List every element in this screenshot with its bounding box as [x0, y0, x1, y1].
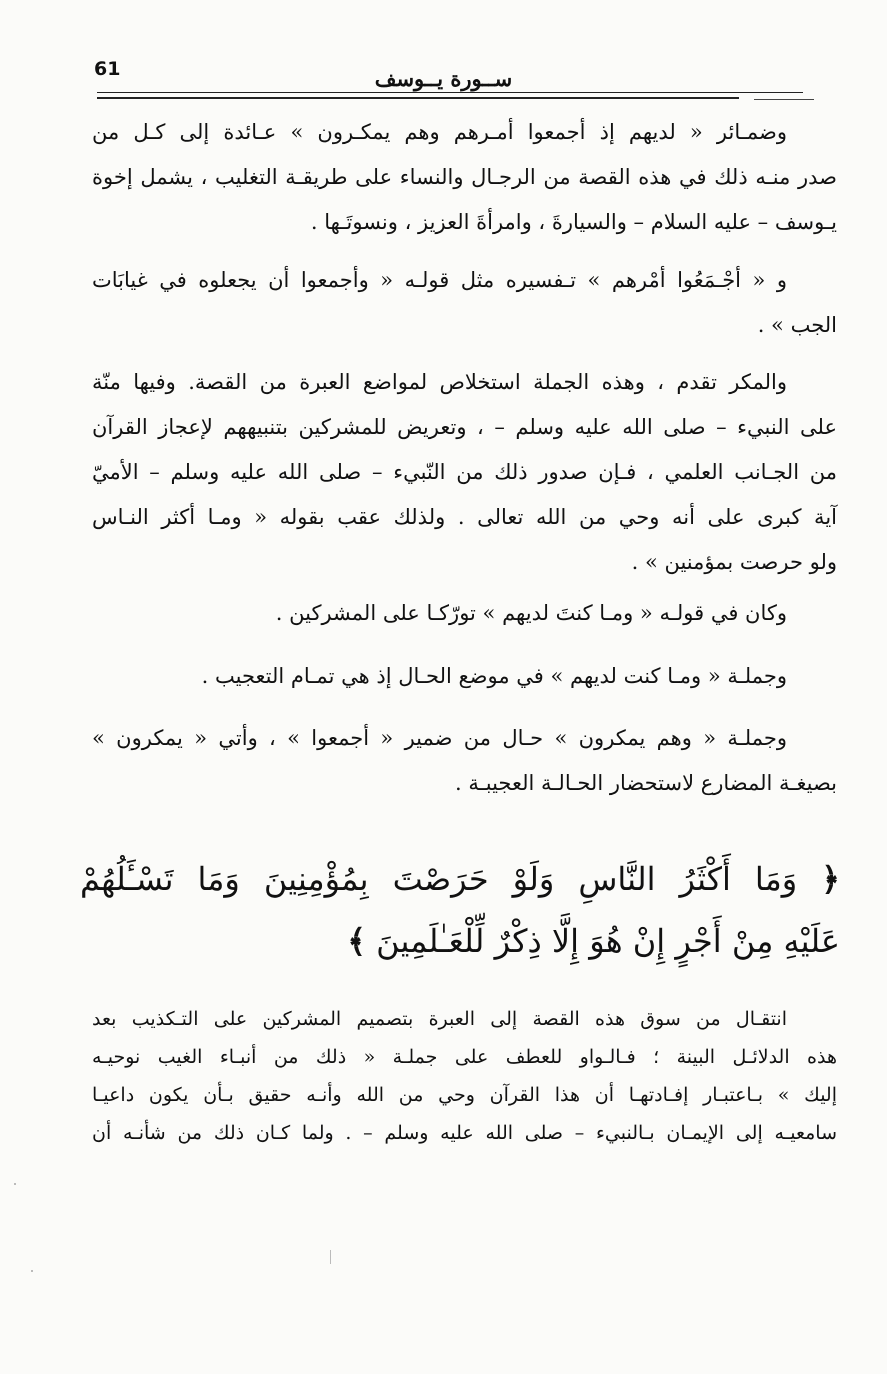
verse-line: [80, 910, 840, 972]
page-number: 61: [94, 58, 121, 80]
scan-speck: [330, 1250, 331, 1264]
header-rule: [97, 97, 739, 99]
text-line: إليك » بـاعتبـار إفـادتهـا أن هذا القرآن وحي من الله وأنـه حقيق بـأن يكون داعيـا: [92, 1084, 837, 1106]
text-line: سامعيـه إلى الإيمـان بـالنبيء – صلى الله عليه وسلم – . ولما كـان ذلك من شأنـه أن: [92, 1122, 837, 1144]
paragraph: [92, 360, 837, 585]
scan-speck: [14, 1183, 16, 1185]
header-rule: [97, 92, 803, 93]
text-line: يـوسف – عليه السلام – والسيارةَ ، وامرأةَ العزيز ، ونسوتَـها .: [310, 210, 837, 234]
paragraph: [92, 110, 837, 245]
verse-open-bracket: ﴿: [821, 860, 841, 898]
text-line: آية كبرى على أنه وحي من الله تعالى . ولذلك عقب بقوله « ومـا أكثر النـاس: [92, 505, 837, 529]
verse-text: عَلَيْهِ مِنْ أَجْرٍ إِنْ هُوَ إِلَّا ذِكْرٌ لِّلْعَـٰلَمِينَ: [376, 922, 840, 960]
quran-verse: [80, 848, 840, 972]
verse-text: وَمَا أَكْثَرُ النَّاسِ وَلَوْ حَرَصْتَ بِمُؤْمِنِينَ وَمَا تَسْـَٔلُهُمْ: [80, 860, 798, 898]
running-header: ســورة يــوسف: [374, 66, 513, 91]
text-line: والمكر تقدم ، وهذه الجملة استخلاص لمواضع العبرة من القصة. وفيها منّة: [92, 370, 787, 394]
text-line: صدر منـه ذلك في هذه القصة من الرجـال والنساء على طريقـة التغليب ، يشمل إخوة: [92, 165, 837, 189]
verse-line: [80, 848, 840, 910]
paragraph: [92, 654, 837, 699]
text-line: من الجـانب العلمي ، فـإن صدور ذلك من النّبيء – صلى الله عليه وسلم – الأميّ: [92, 460, 837, 484]
text-line: هذه الدلائـل البينة ؛ فـالـواو للعطف على جملـة « ذلك من أنبـاء الغيب نوحيـه: [92, 1046, 837, 1068]
paragraph: [92, 1000, 837, 1152]
text-line: وضمـائر « لديهم إذ أجمعوا أمـرهم وهم يمكـرون » عـائدة إلى كـل من: [92, 120, 787, 144]
header-rule: [754, 99, 814, 100]
scan-speck: [31, 1270, 33, 1272]
text-line: الجب » .: [757, 313, 837, 337]
paragraph: [92, 591, 837, 636]
verse-close-bracket: ﴾: [347, 922, 366, 960]
text-line: و « أجْـمَعُوا أمْرهم » تـفسيره مثل قولـه « وأجمعوا أن يجعلوه في غيابَات: [92, 268, 787, 292]
text-line: وكان في قولـه « ومـا كنتَ لديهم » تورّكـا على المشركين .: [275, 601, 787, 625]
text-line: على النبيء – صلى الله عليه وسلم – ، وتعريض للمشركين بتنبيههم لإعجاز القرآن: [92, 415, 837, 439]
text-line: وجملـة « وهم يمكرون » حـال من ضمير « أجمعوا » ، وأتي « يمكرون »: [92, 726, 787, 750]
text-line: وجملـة « ومـا كنت لديهم » في موضع الحـال إذ هي تمـام التعجيب .: [201, 664, 787, 688]
text-line: بصيغـة المضارع لاستحضار الحـالـة العجيبـة .: [454, 771, 837, 795]
paragraph: [92, 716, 837, 806]
paragraph: [92, 258, 837, 348]
text-line: ولو حرصت بمؤمنين » .: [631, 550, 837, 574]
text-line: انتقـال من سوق هذه القصة إلى العبرة بتصميم المشركين على التـكذيب بعد: [92, 1008, 787, 1030]
